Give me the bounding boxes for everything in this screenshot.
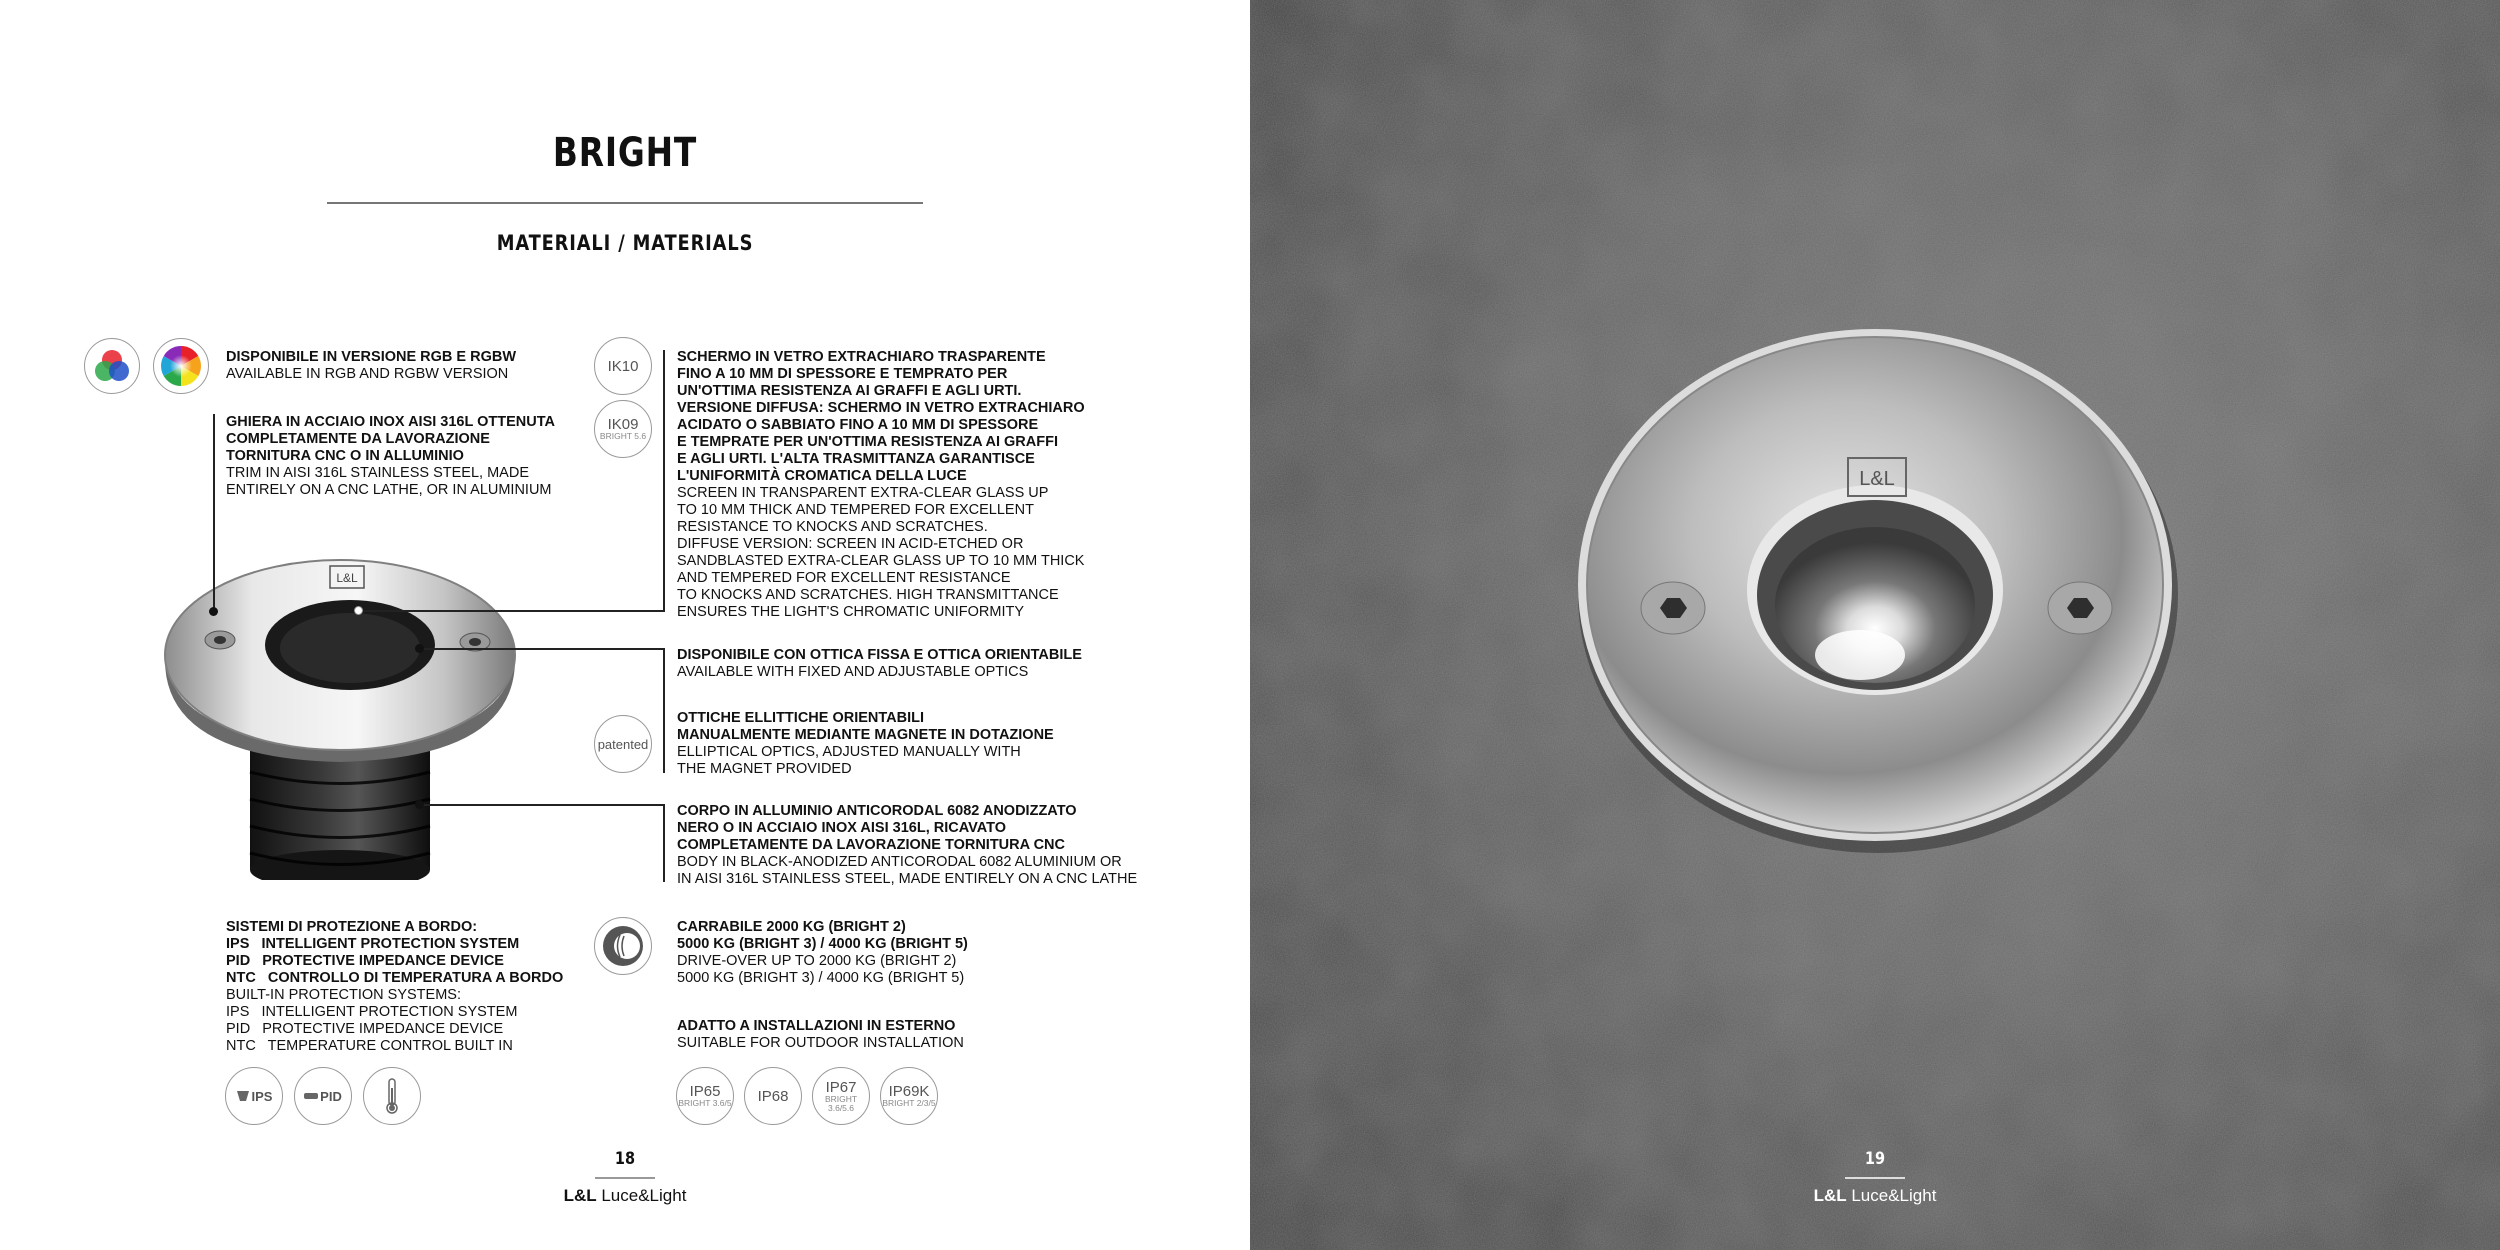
- body-feature: [677, 803, 1137, 888]
- ip68-label: IP68: [757, 1087, 789, 1105]
- ips-badge: [225, 1067, 283, 1125]
- body-it-line: CORPO IN ALLUMINIO ANTICORODAL 6082 ANODIZZATO: [677, 803, 1077, 819]
- protection-it-line: SISTEMI DI PROTEZIONE A BORDO:: [226, 919, 478, 935]
- concrete-photo: [1250, 0, 2500, 1250]
- brand-footer-right: [1755, 1186, 1995, 1206]
- page-number-divider-right: [1845, 1177, 1905, 1179]
- screen-en-line: ENSURES THE LIGHT'S CHROMATIC UNIFORMITY: [677, 604, 1025, 620]
- leader-line-optics-v: [663, 648, 665, 773]
- outdoor-en: SUITABLE FOR OUTDOOR INSTALLATION: [677, 1035, 964, 1051]
- product-logo: L&L: [336, 571, 358, 585]
- ip65-badge: [676, 1067, 734, 1125]
- screen-it-line: E TEMPRATE PER UN'OTTIMA RESISTENZA AI GRAFFI: [677, 434, 1058, 450]
- ik09-badge: [594, 400, 652, 458]
- screen-en-line: TO KNOCKS AND SCRATCHES. HIGH TRANSMITTANCE: [677, 587, 1059, 603]
- protection-en-line: PID PROTECTIVE IMPEDANCE DEVICE: [226, 1021, 504, 1037]
- protection-it-line: IPS INTELLIGENT PROTECTION SYSTEM: [226, 936, 520, 952]
- load-en-line: 5000 KG (BRIGHT 3) / 4000 KG (BRIGHT 5): [677, 970, 965, 986]
- photo-product-logo: L&L: [1859, 468, 1895, 490]
- elliptical-feature: [677, 710, 1054, 778]
- leader-line-screen-v: [663, 350, 665, 612]
- patented-label: patented: [597, 736, 649, 752]
- page-title: BRIGHT: [552, 130, 698, 176]
- rgb-feature-en: AVAILABLE IN RGB AND RGBW VERSION: [226, 366, 509, 382]
- screen-en-line: SCREEN IN TRANSPARENT EXTRA-CLEAR GLASS UP: [677, 485, 1049, 501]
- screen-it-line: L'UNIFORMITÀ CROMATICA DELLA LUCE: [677, 468, 967, 484]
- leader-line-trim: [213, 414, 215, 614]
- page-number-divider: [595, 1177, 655, 1179]
- ntc-thermometer-badge: [363, 1067, 421, 1125]
- ik09-sublabel: BRIGHT 5.6: [599, 431, 647, 441]
- patented-badge: [594, 715, 652, 773]
- pid-plug-icon: [304, 1091, 318, 1101]
- pid-label: PID: [320, 1088, 342, 1104]
- ik10-badge: [594, 337, 652, 395]
- page-number-left: 18: [614, 1149, 636, 1169]
- elliptical-en-line: ELLIPTICAL OPTICS, ADJUSTED MANUALLY WITH: [677, 744, 1021, 760]
- pid-badge: [294, 1067, 352, 1125]
- trim-en-line: TRIM IN AISI 316L STAINLESS STEEL, MADE: [226, 465, 529, 481]
- rgbw-icon: [153, 338, 209, 394]
- leader-dot-screen: [354, 606, 363, 615]
- trim-it-line: GHIERA IN ACCIAIO INOX AISI 316L OTTENUTA: [226, 414, 555, 430]
- body-it-line: NERO O IN ACCIAIO INOX AISI 316L, RICAVATO: [677, 820, 1006, 836]
- protection-en-line: IPS INTELLIGENT PROTECTION SYSTEM: [226, 1004, 518, 1020]
- protection-en-line: BUILT-IN PROTECTION SYSTEMS:: [226, 987, 461, 1003]
- page-subtitle: MATERIALI / MATERIALS: [496, 231, 754, 255]
- screen-feature: [677, 349, 1085, 621]
- ip67-badge: [812, 1067, 870, 1125]
- screen-en-line: SANDBLASTED EXTRA-CLEAR GLASS UP TO 10 MM THICK: [677, 553, 1085, 569]
- screen-it-line: E AGLI URTI. L'ALTA TRASMITTANZA GARANTISCE: [677, 451, 1035, 467]
- trim-it-line: TORNITURA CNC O IN ALLUMINIO: [226, 448, 464, 464]
- ips-label: IPS: [251, 1088, 273, 1104]
- leader-dot-body: [415, 800, 424, 809]
- load-feature: [677, 919, 968, 987]
- screen-it-line: VERSIONE DIFFUSA: SCHERMO IN VETRO EXTRACHIARO: [677, 400, 1085, 416]
- thermometer-icon: [383, 1076, 401, 1116]
- leader-dot-trim: [209, 607, 218, 616]
- rgb-feature: [226, 349, 516, 383]
- body-en-line: IN AISI 316L STAINLESS STEEL, MADE ENTIRELY ON A CNC LATHE: [677, 871, 1138, 887]
- leader-dot-optics: [415, 644, 424, 653]
- outdoor-feature: [677, 1018, 964, 1052]
- ik10-label: IK10: [607, 357, 639, 375]
- trim-feature: [226, 414, 555, 499]
- leader-line-screen-h: [358, 610, 664, 612]
- ip69k-sublabel: BRIGHT 2/3/5: [882, 1098, 936, 1108]
- load-it-line: CARRABILE 2000 KG (BRIGHT 2): [677, 919, 906, 935]
- screen-it-line: SCHERMO IN VETRO EXTRACHIARO TRASPARENTE: [677, 349, 1046, 365]
- leader-line-optics-h: [420, 648, 664, 650]
- screen-en-line: TO 10 MM THICK AND TEMPERED FOR EXCELLENT: [677, 502, 1034, 518]
- color-wheel-icon: [159, 344, 203, 388]
- rgb-icon: [84, 338, 140, 394]
- ips-shield-icon: [236, 1090, 250, 1102]
- body-it-line: COMPLETAMENTE DA LAVORAZIONE TORNITURA CNC: [677, 837, 1065, 853]
- brand-name-regular: Luce&Light: [596, 1186, 687, 1205]
- leader-line-body-v: [663, 804, 665, 882]
- elliptical-it-line: MANUALMENTE MEDIANTE MAGNETE IN DOTAZIONE: [677, 727, 1054, 743]
- rgb-venn-icon: [92, 346, 132, 386]
- screen-it-line: UN'OTTIMA RESISTENZA AI GRAFFI E AGLI URTI.: [677, 383, 1022, 399]
- optics-it: DISPONIBILE CON OTTICA FISSA E OTTICA ORIENTABILE: [677, 647, 1082, 663]
- ip69k-badge: [880, 1067, 938, 1125]
- elliptical-it-line: OTTICHE ELLITTICHE ORIENTABILI: [677, 710, 925, 726]
- ip68-badge: [744, 1067, 802, 1125]
- ip67-label: IP67: [825, 1078, 857, 1096]
- elliptical-en-line: THE MAGNET PROVIDED: [677, 761, 852, 777]
- ip67-sublabel: BRIGHT 3.6/5.6: [824, 1093, 858, 1113]
- drive-over-badge: [594, 917, 652, 975]
- load-en-line: DRIVE-OVER UP TO 2000 KG (BRIGHT 2): [677, 953, 957, 969]
- protection-en-line: NTC TEMPERATURE CONTROL BUILT IN: [226, 1038, 513, 1054]
- leader-line-body: [420, 804, 664, 806]
- ip69k-label: IP69K: [888, 1083, 930, 1100]
- screen-it-line: ACIDATO O SABBIATO FINO A 10 MM DI SPESSORE: [677, 417, 1039, 433]
- brand-footer-left: [505, 1186, 745, 1206]
- screen-it-line: FINO A 10 MM DI SPESSORE E TEMPRATO PER: [677, 366, 1008, 382]
- ip65-sublabel: BRIGHT 3.6/5: [678, 1098, 732, 1108]
- load-it-line: 5000 KG (BRIGHT 3) / 4000 KG (BRIGHT 5): [677, 936, 968, 952]
- title-divider: [327, 202, 923, 204]
- right-page-photo: [1250, 0, 2500, 1250]
- outdoor-it: ADATTO A INSTALLAZIONI IN ESTERNO: [677, 1018, 956, 1034]
- rgb-feature-it: DISPONIBILE IN VERSIONE RGB E RGBW: [226, 349, 517, 365]
- screen-en-line: DIFFUSE VERSION: SCREEN IN ACID-ETCHED OR: [677, 536, 1024, 552]
- optics-en: AVAILABLE WITH FIXED AND ADJUSTABLE OPTICS: [677, 664, 1029, 680]
- screen-en-line: AND TEMPERED FOR EXCELLENT RESISTANCE: [677, 570, 1011, 586]
- brand-name-bold-right: L&L: [1813, 1186, 1847, 1205]
- screen-en-line: RESISTANCE TO KNOCKS AND SCRATCHES.: [677, 519, 988, 535]
- brand-name-bold: L&L: [563, 1186, 597, 1205]
- ip65-label: IP65: [689, 1083, 721, 1100]
- trim-it-line: COMPLETAMENTE DA LAVORAZIONE: [226, 431, 490, 447]
- brand-name-regular-right: Luce&Light: [1846, 1186, 1937, 1205]
- body-en-line: BODY IN BLACK-ANODIZED ANTICORODAL 6082 ALUMINIUM OR: [677, 854, 1122, 870]
- protection-it-line: NTC CONTROLLO DI TEMPERATURA A BORDO: [226, 970, 564, 986]
- protection-feature: [226, 919, 563, 1055]
- tyre-icon: [600, 923, 646, 969]
- trim-en-line: ENTIRELY ON A CNC LATHE, OR IN ALUMINIUM: [226, 482, 552, 498]
- protection-it-line: PID PROTECTIVE IMPEDANCE DEVICE: [226, 953, 504, 969]
- optics-feature: [677, 647, 1082, 681]
- page-number-right: 19: [1864, 1149, 1886, 1169]
- ik09-label: IK09: [607, 416, 639, 433]
- product-illustration: [160, 540, 550, 880]
